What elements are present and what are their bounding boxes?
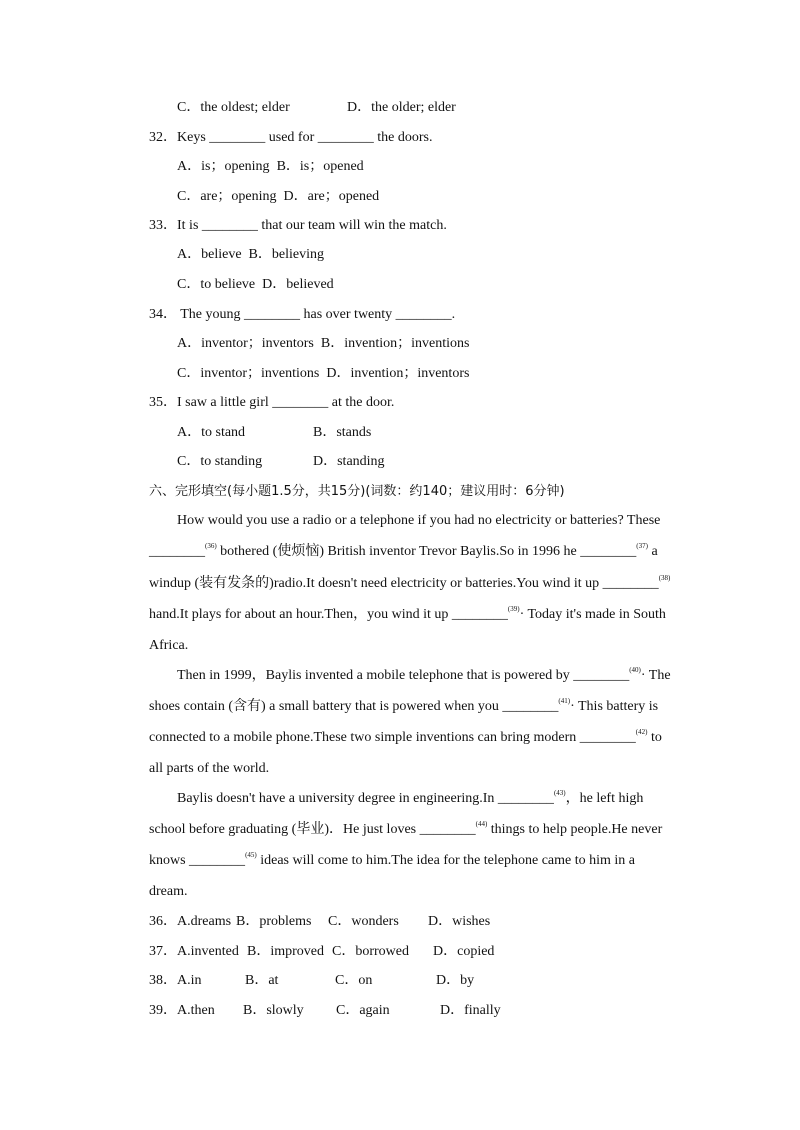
option-row: [177, 158, 364, 176]
question-stem: 34． The young ________ has over twenty ________.: [149, 307, 456, 322]
option-d: D．are；opened: [283, 189, 380, 204]
passage-line: shoes contain (含有) a small battery that is powered when you ________$^{(41)}$· This battery is: [149, 697, 659, 714]
option-a: A．believe: [177, 247, 242, 262]
answer-37-a: 37．A.invented: [149, 944, 239, 959]
answer-38-d: D．by: [436, 973, 475, 988]
option-row: [177, 188, 379, 206]
blank-ref: (39): [507, 605, 520, 613]
section-heading: 六、完形填空(每小题1.5分，共15分)(词数：约140；建议用时：6分钟): [149, 484, 565, 499]
answer-36-c: C．wonders: [328, 914, 399, 929]
option-d: D．believed: [262, 277, 334, 292]
question-stem: 32．Keys ________ used for ________ the doors.: [149, 130, 433, 145]
option-c: C．inventor；inventions: [177, 366, 320, 381]
passage-line: all parts of the world.: [149, 761, 270, 776]
passage-line: windup (装有发条的)radio.It doesn't need electricity or batteries.You wind it up ________$^{(38)}$: [149, 574, 671, 591]
passage-line: connected to a mobile phone.These two simple inventions can bring modern ________$^{(42)}$ to: [149, 728, 662, 745]
option-a: A．to stand: [177, 425, 246, 440]
option-c: C．to believe: [177, 277, 256, 292]
option-b: B．is；opened: [276, 159, 364, 174]
passage-line: knows ________$^{(45)}$ ideas will come to him.The idea for the telephone came to him in a: [149, 851, 636, 868]
blank-ref: (42): [635, 728, 648, 736]
passage-line: school before graduating (毕业)．He just loves ________$^{(44)}$ things to help people.He never: [149, 820, 663, 837]
question-stem: 33．It is ________ that our team will win the match.: [149, 218, 447, 233]
q31-option-d: D．the older; elder: [347, 100, 456, 115]
answer-36-d: D．wishes: [428, 914, 491, 929]
q31-options-row: [177, 99, 290, 117]
blank-ref: (45): [245, 851, 257, 859]
q31-option-d-wrap: [347, 99, 456, 117]
option-d: D．standing: [313, 454, 385, 469]
q31-option-c: C．the oldest; elder: [177, 100, 290, 115]
answer-37-d: D．copied: [433, 944, 495, 959]
option-row: [177, 246, 324, 264]
blank-ref: (41): [558, 697, 571, 705]
option-row: [177, 335, 469, 353]
answer-38-b: B．at: [245, 973, 279, 988]
option-c: C．are；opening: [177, 189, 277, 204]
option-row: [177, 365, 469, 383]
passage-line: Then in 1999，Baylis invented a mobile telephone that is powered by ________$^{(40)}$· The: [177, 666, 671, 683]
answer-37-b: B．improved: [247, 944, 324, 959]
option-a: A．inventor；inventors: [177, 336, 314, 351]
answer-37-c: C．borrowed: [332, 944, 409, 959]
answer-39-d: D．finally: [440, 1003, 501, 1018]
passage-line: hand.It plays for about an hour.Then，you wind it up ________$^{(39)}$· Today it's made in South: [149, 605, 666, 622]
option-b: B．invention；inventions: [320, 336, 470, 351]
option-b: B．believing: [248, 247, 324, 262]
blank-ref: (43): [553, 789, 566, 797]
passage-line: ________$^{(36)}$ bothered (使烦恼) British inventor Trevor Baylis.So in 1996 he ________$^{(37)}$ a: [149, 542, 658, 559]
option-d: D．invention；inventors: [326, 366, 470, 381]
blank-ref: (37): [636, 542, 648, 550]
answer-39-a: 39．A.then: [149, 1003, 215, 1018]
passage-line: dream.: [149, 884, 188, 899]
option-row: [177, 276, 334, 294]
question-stem: 35．I saw a little girl ________ at the door.: [149, 395, 395, 410]
blank-ref: (44): [475, 820, 488, 828]
passage-line: Baylis doesn't have a university degree in engineering.In ________$^{(43)}$，he left high: [177, 789, 644, 806]
blank-ref: (38): [658, 574, 671, 582]
answer-38-c: C．on: [335, 973, 373, 988]
passage-line: Africa.: [149, 638, 189, 653]
passage-line: How would you use a radio or a telephone if you had no electricity or batteries? These: [177, 513, 661, 528]
blank-ref: (40): [629, 666, 641, 674]
answer-38-a: 38．A.in: [149, 973, 202, 988]
answer-39-c: C．again: [336, 1003, 390, 1018]
option-c: C．to standing: [177, 454, 263, 469]
answer-36-b: B．problems: [236, 914, 312, 929]
answer-39-b: B．slowly: [243, 1003, 304, 1018]
option-b: B．stands: [313, 425, 372, 440]
blank-ref: (36): [205, 542, 217, 550]
answer-36-a: 36．A.dreams: [149, 914, 232, 929]
option-a: A．is；opening: [177, 159, 270, 174]
